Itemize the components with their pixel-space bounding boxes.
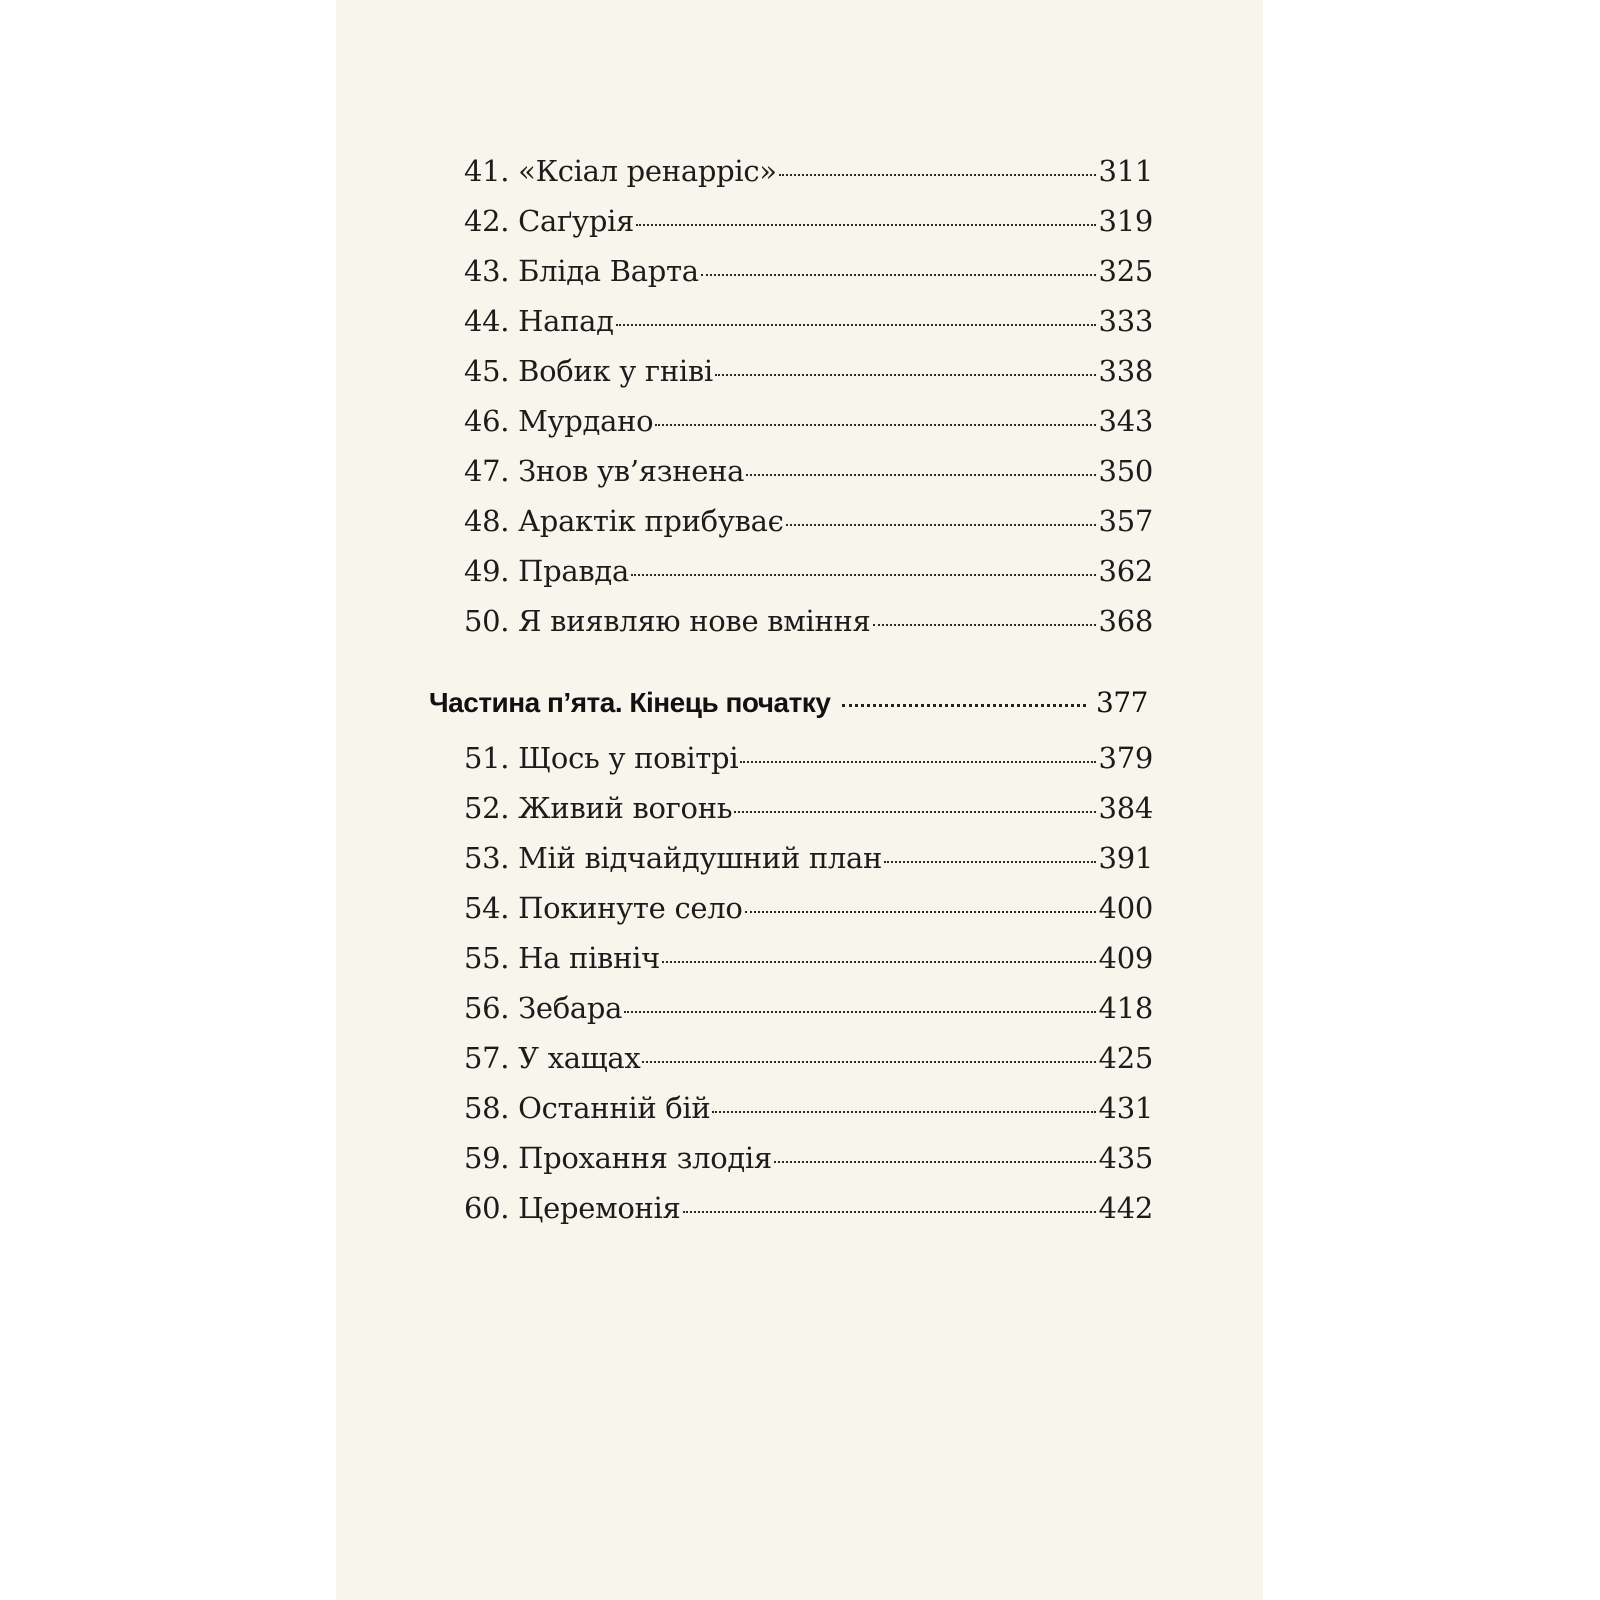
toc-entry-title: 49. Правда: [464, 554, 629, 588]
toc-entry: [464, 254, 1153, 298]
toc-entry-title: 44. Напад: [464, 304, 614, 338]
toc-entry-page: 333: [1098, 304, 1153, 338]
dot-leader: [734, 811, 1095, 813]
toc-entry-title: 51. Щось у повітрі: [464, 741, 739, 775]
toc-entry-page: 431: [1098, 1091, 1153, 1125]
toc-entry-title: 50. Я виявляю нове вміння: [464, 604, 871, 638]
table-of-contents: [336, 0, 1263, 1600]
dot-leader: [745, 911, 1096, 913]
toc-entry: [464, 204, 1153, 248]
toc-entry: [464, 554, 1153, 598]
toc-entry: [464, 154, 1153, 198]
dot-leader: [873, 624, 1096, 626]
toc-entry-title: 58. Останній бій: [464, 1091, 711, 1125]
dot-leader: [701, 274, 1096, 276]
toc-entry-title: 52. Живий вогонь: [464, 791, 733, 825]
dot-leader: [779, 174, 1096, 176]
toc-entry: [464, 791, 1153, 835]
dot-leader: [715, 374, 1096, 376]
toc-entry-page: 311: [1098, 154, 1153, 188]
toc-entry: [464, 741, 1153, 785]
toc-entry: [464, 304, 1153, 348]
toc-entry-title: 54. Покинуте село: [464, 891, 743, 925]
part-title: Частина п’ята. Кінець початку: [429, 687, 831, 718]
toc-entry-title: 42. Саґурія: [464, 204, 635, 238]
toc-entry: [464, 1141, 1153, 1185]
toc-entry: [464, 891, 1153, 935]
toc-entry-page: 362: [1098, 554, 1153, 588]
toc-entry-title: 43. Бліда Варта: [464, 254, 699, 288]
toc-entry: [464, 1091, 1153, 1135]
toc-entry: [464, 504, 1153, 548]
toc-entry: [464, 404, 1153, 448]
dot-leader: [616, 324, 1096, 326]
toc-entry-page: 442: [1098, 1191, 1153, 1225]
toc-part-heading: [429, 686, 1148, 730]
toc-entry: [464, 841, 1153, 885]
toc-entry-page: 343: [1098, 404, 1153, 438]
dot-leader: [655, 424, 1095, 426]
toc-entry-page: 425: [1098, 1041, 1153, 1075]
toc-entry-page: 418: [1098, 991, 1153, 1025]
toc-entry: [464, 991, 1153, 1035]
toc-entry: [464, 1191, 1153, 1235]
toc-entry-title: 41. «Ксіал ренарріс»: [464, 154, 777, 188]
toc-entry-title: 45. Вобик у гніві: [464, 354, 713, 388]
toc-entry-page: 325: [1098, 254, 1153, 288]
dot-leader: [636, 224, 1095, 226]
toc-entry-title: 47. Знов ув’язнена: [464, 454, 745, 488]
toc-entry-page: 379: [1098, 741, 1153, 775]
toc-entry-title: 59. Прохання злодія: [464, 1141, 772, 1175]
toc-entry: [464, 1041, 1153, 1085]
dot-leader: [786, 524, 1096, 526]
toc-entry-page: 391: [1098, 841, 1153, 875]
dot-leader: [683, 1211, 1096, 1213]
toc-entry-page: 357: [1098, 504, 1153, 538]
toc-entry-page: 400: [1098, 891, 1153, 925]
toc-entry-title: 57. У хащах: [464, 1041, 641, 1075]
toc-entry: [464, 454, 1153, 498]
dot-leader: [842, 704, 1086, 707]
toc-entry-title: 60. Церемонія: [464, 1191, 681, 1225]
dot-leader: [662, 961, 1096, 963]
toc-entry-title: 56. Зебара: [464, 991, 623, 1025]
part-page: 377: [1096, 686, 1148, 719]
toc-entry: [464, 941, 1153, 985]
toc-entry-page: 319: [1098, 204, 1153, 238]
toc-entry: [464, 354, 1153, 398]
toc-entry-page: 338: [1098, 354, 1153, 388]
toc-entry-page: 409: [1098, 941, 1153, 975]
toc-entry-title: 55. На північ: [464, 941, 660, 975]
dot-leader: [642, 1061, 1095, 1063]
book-page: [336, 0, 1263, 1600]
toc-entry-title: 46. Мурдано: [464, 404, 654, 438]
toc-entry: [464, 604, 1153, 648]
toc-entry-page: 368: [1098, 604, 1153, 638]
dot-leader: [712, 1111, 1095, 1113]
dot-leader: [631, 574, 1096, 576]
toc-entry-page: 435: [1098, 1141, 1153, 1175]
dot-leader: [746, 474, 1095, 476]
toc-entry-page: 384: [1098, 791, 1153, 825]
toc-entry-title: 48. Арактік прибуває: [464, 504, 784, 538]
dot-leader: [774, 1161, 1096, 1163]
toc-entry-page: 350: [1098, 454, 1153, 488]
dot-leader: [624, 1011, 1095, 1013]
toc-entry-title: 53. Мій відчайдушний план: [464, 841, 883, 875]
dot-leader: [740, 761, 1095, 763]
dot-leader: [884, 861, 1095, 863]
